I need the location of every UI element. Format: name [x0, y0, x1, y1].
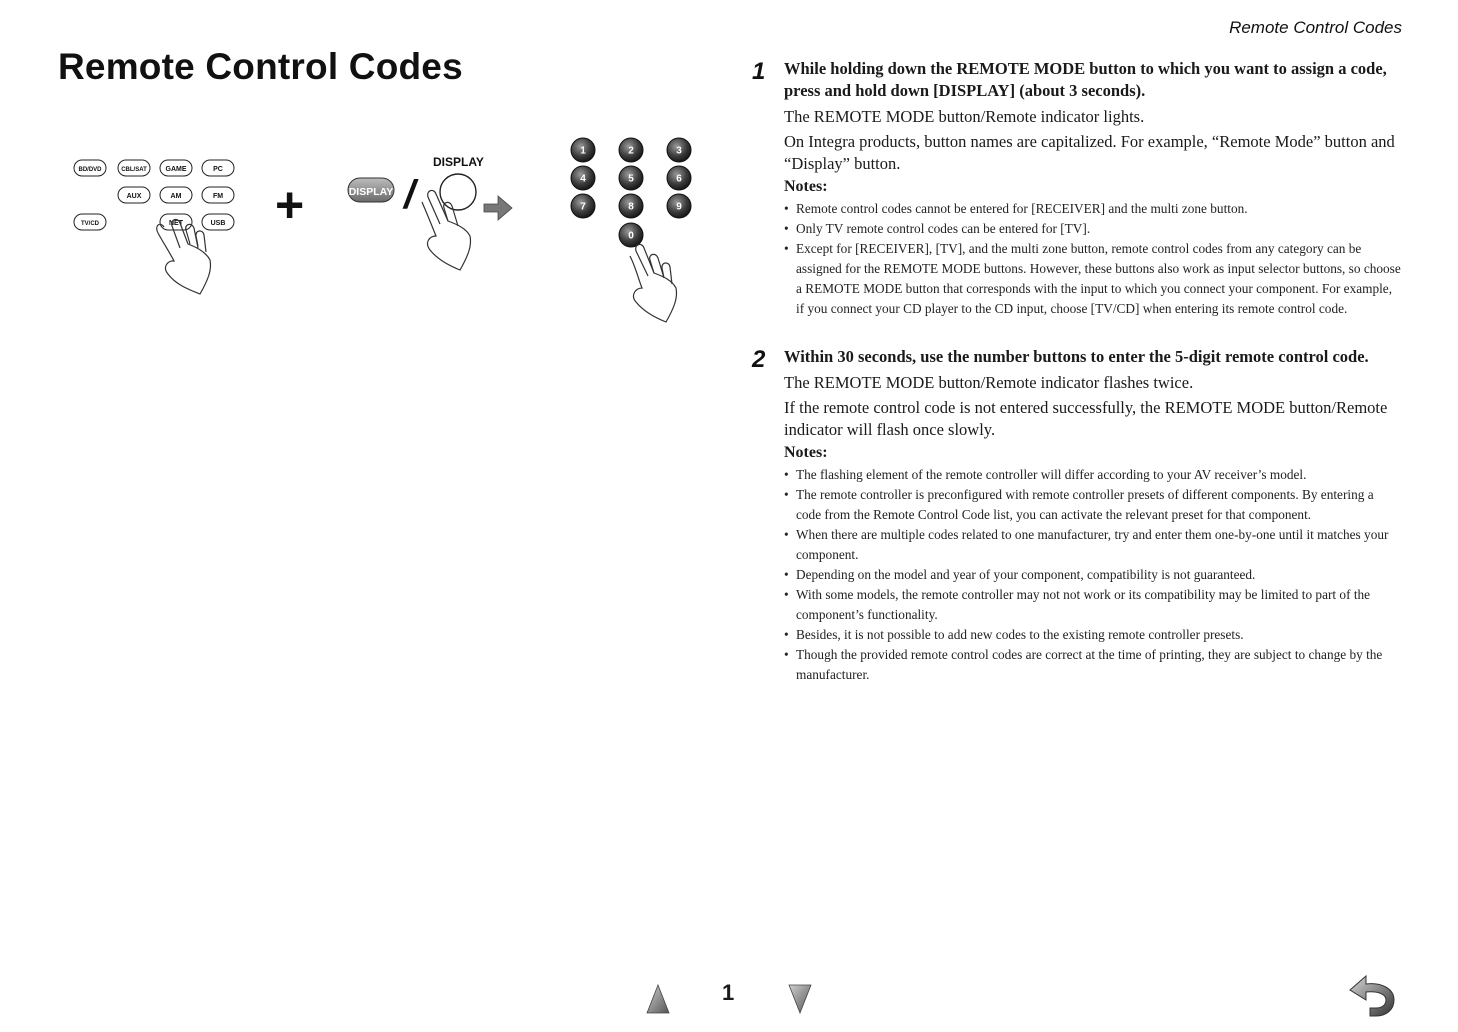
note-item: • With some models, the remote controller may not not work or its compatibility may be limited to part of the component’s functionality. [784, 585, 1402, 625]
input-button-label: FM [212, 193, 224, 200]
note-item: • Only TV remote control codes can be entered for [TV]. [784, 219, 1402, 239]
input-button-label: GAME [165, 166, 187, 173]
number-button-8 [619, 194, 643, 218]
number-button-4 [571, 166, 595, 190]
number-button-3 [667, 138, 691, 162]
input-button-label: USB [210, 220, 226, 227]
number-button-9 [667, 194, 691, 218]
input-button-label: NET [169, 220, 183, 227]
number-button-label: 9 [676, 201, 682, 213]
page-number: 1 [722, 980, 735, 1005]
number-button-label: 6 [676, 173, 682, 185]
input-button-label: CBL/SAT [121, 167, 147, 173]
note-item: • When there are multiple codes related to one manufacturer, try and enter them one-by-one until it matches your component. [784, 525, 1402, 565]
display-button-label: DISPLAY [348, 186, 394, 198]
input-button-game [160, 160, 192, 176]
number-button-label: 4 [580, 173, 586, 185]
note-item: • The flashing element of the remote controller will differ according to your AV receiver’s model. [784, 465, 1402, 485]
finger-icon [630, 244, 677, 322]
step-1-paragraph: The REMOTE MODE button/Remote indicator lights. [784, 107, 1145, 126]
step-1 [752, 58, 1402, 319]
number-button-0 [619, 223, 643, 247]
input-button-tv-cd [74, 214, 106, 230]
running-header: Remote Control Codes [1229, 18, 1402, 37]
plus-sign: + [275, 177, 305, 233]
note-item: • Remote control codes cannot be entered for [RECEIVER] and the multi zone button. [784, 199, 1402, 219]
input-button-pc [202, 160, 234, 176]
input-button-cbl-sat [118, 160, 150, 176]
note-item: • Depending on the model and year of your component, compatibility is not guaranteed. [784, 565, 1402, 585]
step-1-paragraph: On Integra products, button names are capitalized. For example, “Remote Mode” button and “Display” button. [784, 132, 1395, 173]
step-1-heading: While holding down the REMOTE MODE button to which you want to assign a code, press and hold down [DISPLAY] (about 3 seconds). [784, 59, 1387, 100]
step-2-paragraph: The REMOTE MODE button/Remote indicator flashes twice. [784, 373, 1194, 392]
input-button-bd-dvd [74, 160, 106, 176]
number-button-2 [619, 138, 643, 162]
step-1-notes [784, 199, 1402, 319]
number-button-5 [619, 166, 643, 190]
input-button-usb [202, 214, 234, 230]
step-2-number: 2 [752, 346, 766, 373]
remote-illustration [40, 120, 740, 330]
step-2-notes [784, 465, 1402, 685]
number-button-label: 1 [580, 145, 586, 157]
number-button-label: 5 [628, 173, 634, 185]
display-button-round [440, 174, 476, 210]
triangle-down-icon[interactable] [788, 984, 812, 1014]
note-item: • Except for [RECEIVER], [TV], and the multi zone button, remote control codes from any category can be assigned for the REMOTE MODE buttons. However, these buttons also work as input selector buttons, so choose a REMOTE MODE button that corresponds with the input to which you connect your component. For example, if you connect your CD player to the CD input, choose [TV/CD] when entering its remote control code. [784, 239, 1402, 319]
input-button-label: AM [170, 193, 182, 200]
number-button-label: 8 [628, 201, 634, 213]
input-button-fm [202, 187, 234, 203]
number-button-label: 0 [628, 230, 634, 242]
step-2-paragraph: If the remote control code is not entered successfully, the REMOTE MODE button/Remote indicator will flash once slowly. [784, 398, 1388, 439]
triangle-up-icon[interactable] [646, 984, 670, 1014]
step-1-notes-title: Notes: [784, 178, 828, 195]
number-button-6 [667, 166, 691, 190]
input-button-label: PC [213, 166, 223, 173]
input-button-net [160, 214, 192, 230]
step-2-notes-title: Notes: [784, 444, 828, 461]
number-button-label: 2 [628, 145, 634, 157]
note-item: • Besides, it is not possible to add new codes to the existing remote controller presets. [784, 625, 1402, 645]
number-button-1 [571, 138, 595, 162]
return-arrow-icon[interactable] [1346, 972, 1398, 1020]
display-label: DISPLAY [433, 155, 484, 169]
input-button-label: TV/CD [81, 221, 99, 227]
number-button-label: 7 [580, 201, 586, 213]
number-button-label: 3 [676, 145, 682, 157]
page-title: Remote Control Codes [58, 46, 463, 87]
input-button-am [160, 187, 192, 203]
finger-icon [157, 219, 211, 294]
input-button-label: AUX [126, 193, 142, 200]
number-button-7 [571, 194, 595, 218]
slash-separator: / [404, 173, 416, 217]
note-item: • Though the provided remote control codes are correct at the time of printing, they are subject to change by the manufacturer. [784, 645, 1402, 685]
step-2-heading: Within 30 seconds, use the number buttons to enter the 5-digit remote control code. [784, 347, 1369, 366]
input-button-label: BD/DVD [78, 167, 102, 173]
arrow-right-icon [484, 196, 512, 220]
step-2 [752, 346, 1402, 685]
display-button-shaded [348, 178, 394, 202]
input-button-aux [118, 187, 150, 203]
step-1-number: 1 [752, 58, 766, 85]
note-item: • The remote controller is preconfigured with remote controller presets of different components. By entering a code from the Remote Control Code list, you can activate the relevant preset for that component. [784, 485, 1402, 525]
